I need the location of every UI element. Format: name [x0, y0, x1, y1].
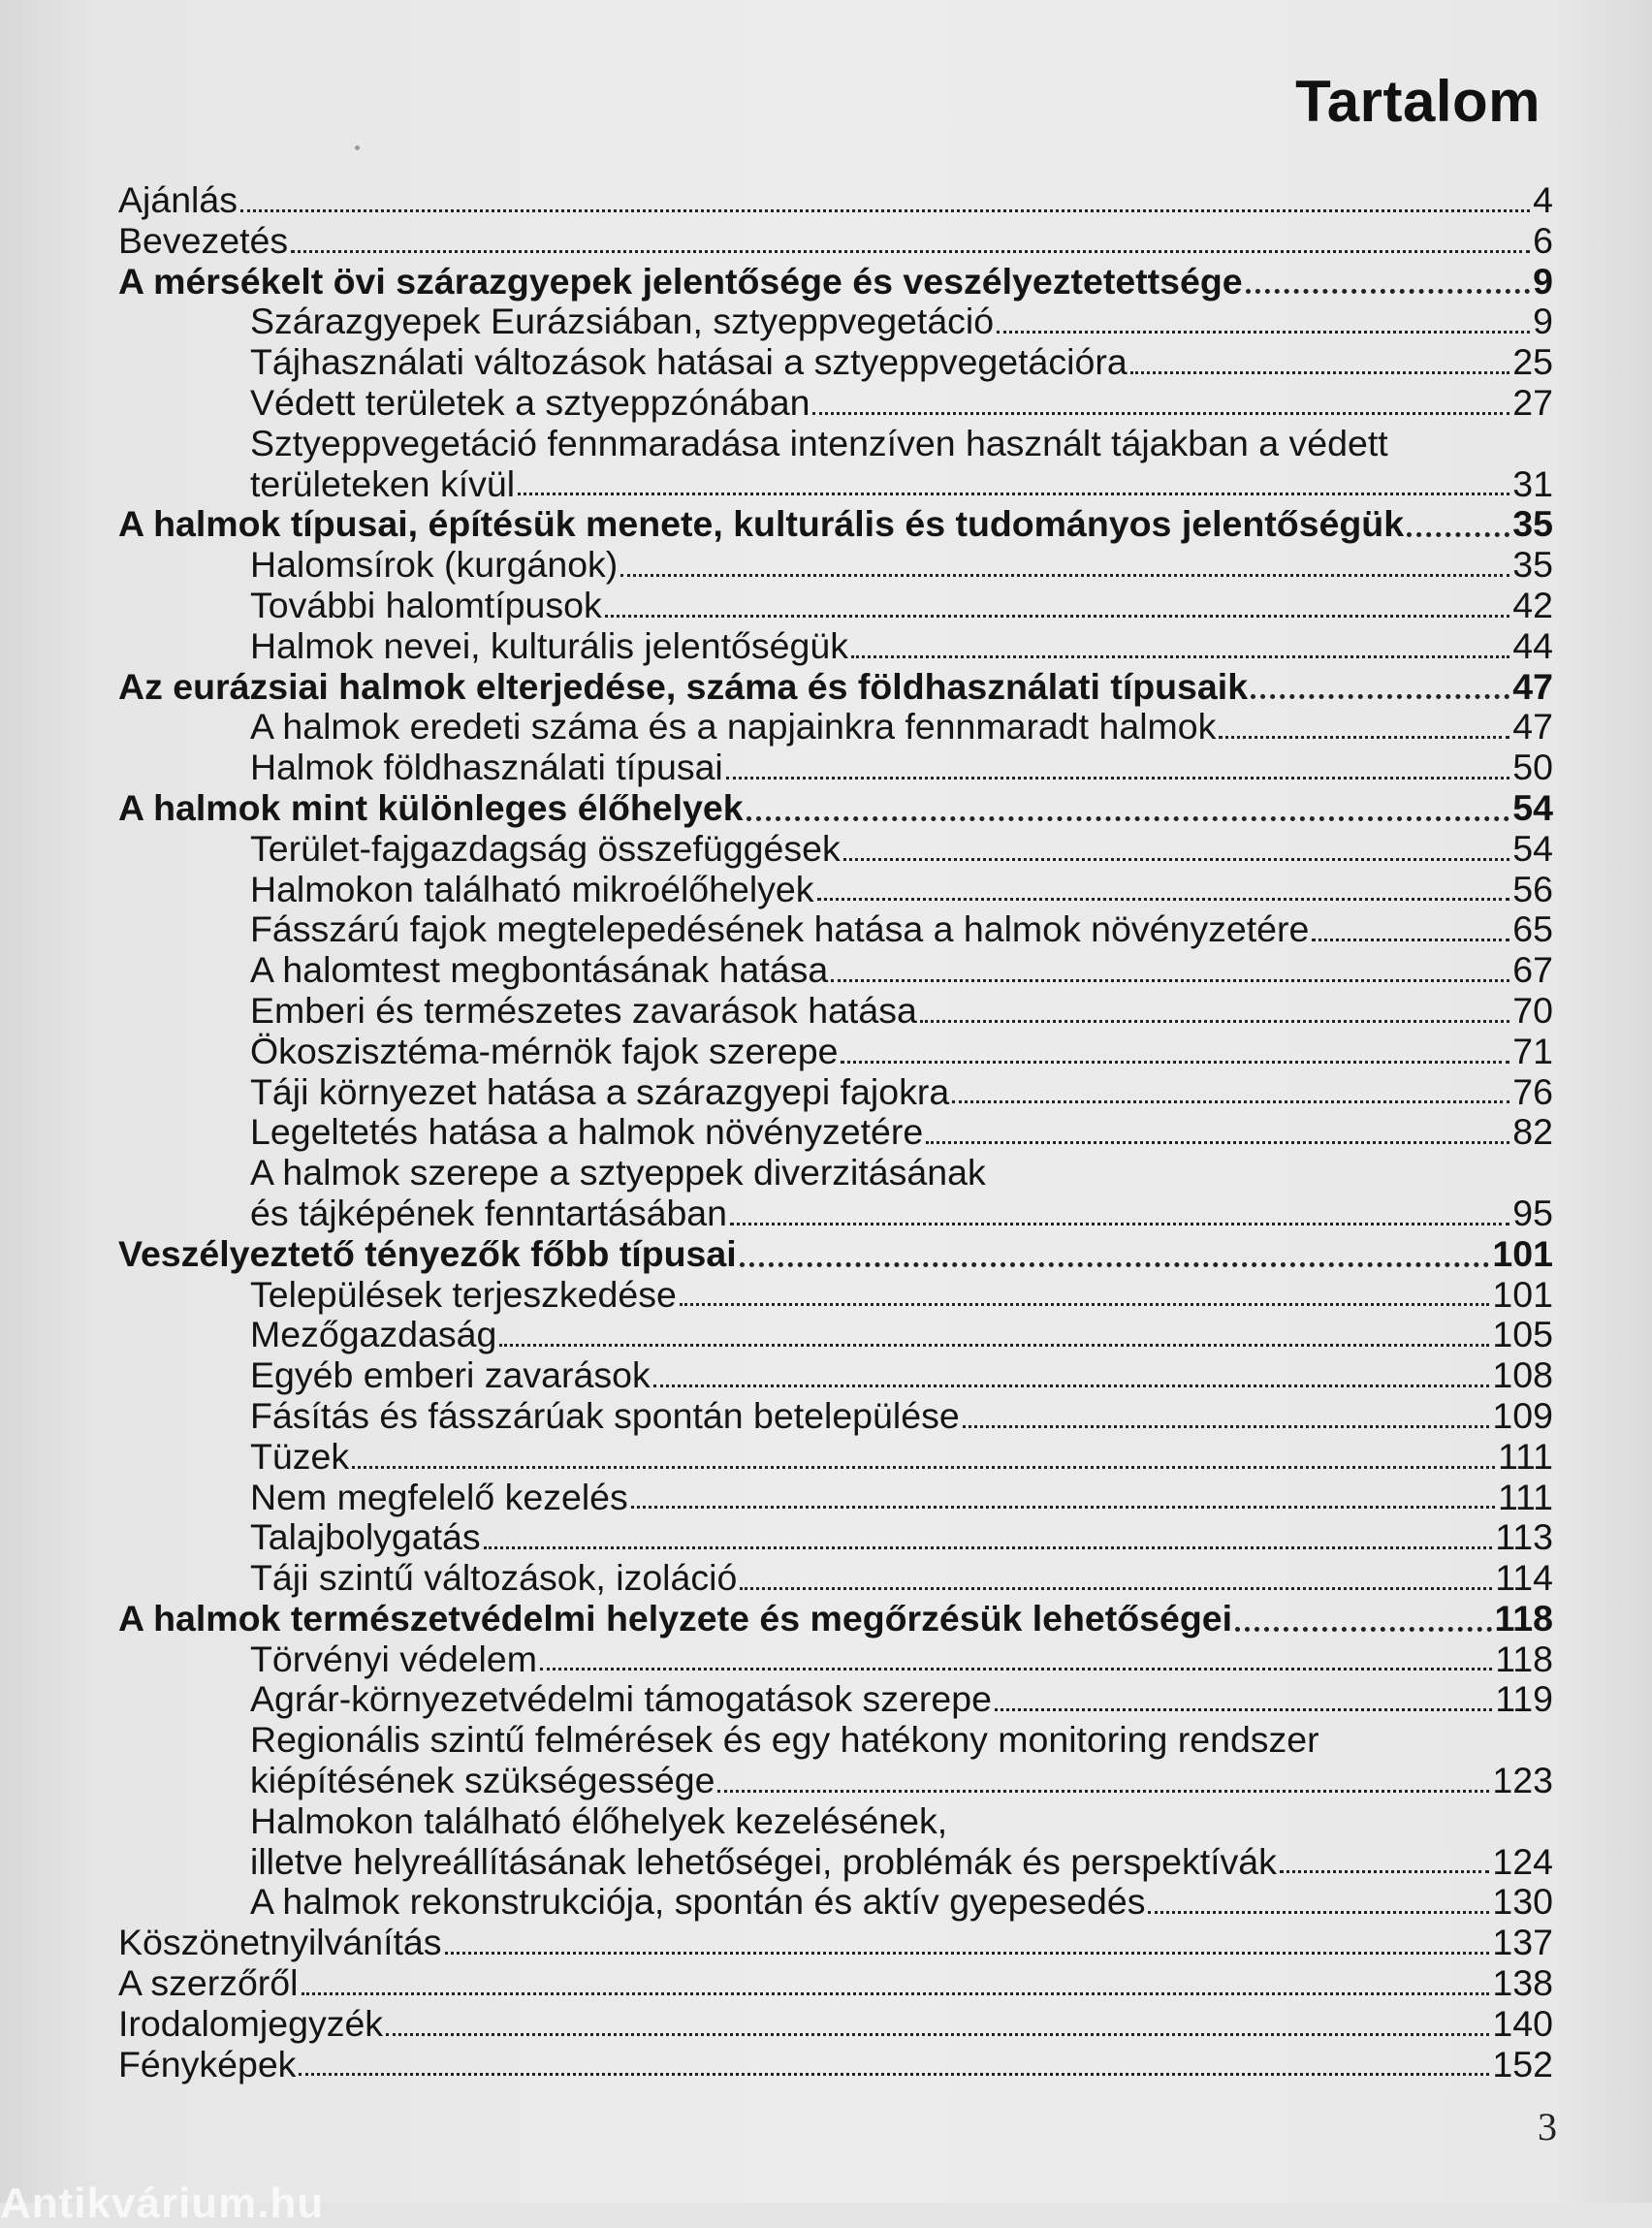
toc-label: Tájhasználati változások hatásai a sztyeppvegetációra	[250, 341, 1128, 383]
dot-leader	[812, 412, 1509, 415]
toc-label: További halomtípusok	[250, 584, 602, 625]
toc-page-number: 105	[1492, 1314, 1553, 1355]
toc-page-number: 114	[1495, 1557, 1553, 1599]
toc-label: A halmok természetvédelmi helyzete és megőrzésük lehetőségei	[118, 1597, 1233, 1639]
dot-leader	[240, 209, 1530, 212]
toc-chapter[interactable]	[118, 788, 1553, 829]
dot-leader	[817, 898, 1510, 901]
toc-label: Fásítás és fásszárúak spontán betelepülése	[250, 1394, 960, 1436]
dot-leader	[717, 1790, 1489, 1793]
dot-leader	[1280, 1870, 1490, 1873]
dot-leader	[484, 1546, 1493, 1549]
toc-page-number: 54	[1512, 786, 1553, 828]
dot-leader	[997, 331, 1530, 334]
toc-page-number: 118	[1495, 1638, 1553, 1679]
toc-section[interactable]	[118, 342, 1553, 383]
toc-label: Az eurázsiai halmok elterjedése, száma és földhasználati típusaik	[118, 665, 1249, 707]
toc-section[interactable]	[118, 870, 1553, 910]
toc-section[interactable]	[118, 1437, 1553, 1478]
dot-leader	[1219, 736, 1509, 739]
toc-page-number: 67	[1512, 949, 1553, 991]
toc-section[interactable]	[118, 1153, 1553, 1194]
toc-page-number: 109	[1492, 1394, 1553, 1436]
toc-page-number: 130	[1492, 1881, 1553, 1923]
toc-label: Törvényi védelem	[250, 1638, 537, 1679]
dot-leader	[851, 655, 1509, 658]
dot-leader	[445, 1952, 1490, 1955]
toc-entry[interactable]	[118, 2045, 1553, 2085]
toc-label: kiépítésének szükségessége	[250, 1760, 715, 1801]
toc-page-number: 35	[1512, 503, 1553, 545]
toc-section[interactable]	[118, 424, 1553, 464]
dot-leader	[1312, 939, 1509, 941]
toc-section[interactable]	[118, 586, 1553, 626]
toc-chapter[interactable]	[118, 1599, 1553, 1639]
toc-section[interactable]	[118, 464, 1553, 505]
toc-entry[interactable]	[118, 1923, 1553, 1963]
dot-leader	[1148, 1911, 1489, 1914]
toc-section[interactable]	[118, 1761, 1553, 1801]
toc-section[interactable]	[118, 950, 1553, 991]
toc-page-number: 111	[1497, 1435, 1553, 1477]
page-number: 3	[1538, 2105, 1557, 2148]
toc-section[interactable]	[118, 1720, 1553, 1761]
toc-page-number: 113	[1495, 1516, 1553, 1558]
dot-leader	[631, 1506, 1495, 1509]
page-title: Tartalom	[1295, 69, 1541, 134]
toc-label: Agrár-környezetvédelmi támogatások szerepe	[250, 1678, 992, 1720]
dot-leader	[926, 1141, 1509, 1144]
toc-page-number: 35	[1512, 544, 1553, 586]
toc-page-number: 47	[1512, 706, 1553, 748]
toc-page-number: 138	[1492, 1962, 1553, 2004]
dot-leader	[620, 574, 1509, 577]
toc-section[interactable]	[118, 1072, 1553, 1113]
toc-section[interactable]	[118, 1478, 1553, 1518]
toc-page-number: 31	[1512, 462, 1553, 504]
toc-page-number: 9	[1533, 301, 1553, 342]
toc-section[interactable]	[118, 1679, 1553, 1720]
toc-section[interactable]	[118, 1639, 1553, 1680]
toc-section[interactable]	[118, 991, 1553, 1032]
toc-page-number: 152	[1492, 2043, 1553, 2085]
toc-section[interactable]	[118, 1032, 1553, 1072]
toc-page-number: 42	[1512, 584, 1553, 625]
toc-label: Halmok földhasználati típusai	[250, 747, 723, 788]
toc-section[interactable]	[118, 1882, 1553, 1923]
table-of-contents	[118, 180, 1553, 2085]
toc-label: Ajánlás	[118, 179, 238, 220]
toc-section[interactable]	[118, 1315, 1553, 1355]
toc-page-number: 124	[1492, 1840, 1553, 1882]
dot-leader	[1235, 1627, 1491, 1632]
toc-label: Táji szintű változások, izoláció	[250, 1557, 738, 1599]
dot-leader	[540, 1668, 1492, 1671]
dot-leader	[352, 1466, 1495, 1469]
toc-page-number: 65	[1512, 908, 1553, 950]
dot-leader	[726, 777, 1510, 780]
toc-label: illetve helyreállításának lehetőségei, problémák és perspektívák	[250, 1840, 1277, 1882]
toc-label: Bevezetés	[118, 219, 289, 261]
toc-label: A halomtest megbontásának hatása	[250, 949, 829, 991]
toc-section[interactable]	[118, 829, 1553, 870]
toc-section[interactable]	[118, 626, 1553, 667]
toc-label: Táji környezet hatása a szárazgyepi fajokra	[250, 1070, 950, 1112]
toc-chapter[interactable]	[118, 1234, 1553, 1275]
toc-label: A halmok mint különleges élőhelyek	[118, 786, 744, 828]
dot-leader	[740, 1262, 1490, 1267]
toc-label: A halmok eredeti száma és a napjainkra fennmaradt halmok	[250, 706, 1217, 748]
toc-page-number: 101	[1492, 1232, 1553, 1274]
toc-page-number: 71	[1512, 1030, 1553, 1071]
toc-label: A mérsékelt övi szárazgyepek jelentősége és veszélyeztetettsége	[118, 260, 1243, 302]
toc-page-number: 140	[1492, 2002, 1553, 2044]
toc-label: Regionális szintű felmérések és egy hatékony monitoring rendszer	[250, 1719, 1319, 1761]
toc-page-number: 6	[1533, 219, 1553, 261]
toc-section[interactable]	[118, 1355, 1553, 1396]
toc-label: A halmok típusai, építésük menete, kulturális és tudományos jelentőségük	[118, 503, 1405, 545]
toc-label: A halmok rekonstrukciója, spontán és aktív gyepesedés	[250, 1881, 1146, 1923]
dot-leader	[386, 2033, 1489, 2036]
toc-entry[interactable]	[118, 2004, 1553, 2045]
toc-entry[interactable]	[118, 1963, 1553, 2004]
toc-label: Halmokon található mikroélőhelyek	[250, 868, 814, 909]
dot-leader	[843, 858, 1510, 861]
toc-section[interactable]	[118, 1558, 1553, 1599]
toc-label: A halmok szerepe a sztyeppek diverzitásának	[250, 1152, 986, 1194]
toc-section[interactable]	[118, 1194, 1553, 1234]
toc-chapter[interactable]	[118, 262, 1553, 302]
dot-leader	[831, 979, 1509, 982]
toc-page-number: 56	[1512, 868, 1553, 909]
dot-leader	[653, 1385, 1490, 1387]
toc-label: Nem megfelelő kezelés	[250, 1476, 628, 1517]
toc-label: Ökoszisztéma-mérnök fajok szerepe	[250, 1030, 839, 1071]
toc-label: A szerzőről	[118, 1962, 299, 2004]
toc-page-number: 50	[1512, 747, 1553, 788]
toc-entry[interactable]	[118, 221, 1553, 262]
dot-leader	[1407, 532, 1509, 537]
toc-section[interactable]	[118, 1396, 1553, 1437]
toc-page-number: 25	[1512, 341, 1553, 383]
toc-page-number: 54	[1512, 827, 1553, 869]
dot-leader	[605, 615, 1510, 618]
toc-label: Legeltetés hatása a halmok növényzetére	[250, 1111, 924, 1153]
toc-section[interactable]	[118, 748, 1553, 788]
dot-leader	[841, 1061, 1509, 1064]
toc-label: Talajbolygatás	[250, 1516, 481, 1558]
toc-page-number: 111	[1497, 1476, 1553, 1517]
toc-label: Terület-fajgazdagság összefüggések	[250, 827, 841, 869]
toc-label: Halomsírok (kurgánok)	[250, 544, 619, 586]
toc-label: Szárazgyepek Eurázsiában, sztyeppvegetáció	[250, 301, 995, 342]
toc-label: Veszélyeztető tényezők főbb típusai	[118, 1232, 737, 1274]
toc-section[interactable]	[118, 1275, 1553, 1316]
toc-page-number: 76	[1512, 1070, 1553, 1112]
toc-section[interactable]	[118, 909, 1553, 950]
toc-page-number: 47	[1512, 665, 1553, 707]
toc-page-number: 119	[1495, 1678, 1553, 1720]
toc-label: Települések terjeszkedése	[250, 1273, 677, 1315]
dot-leader	[920, 1020, 1509, 1023]
toc-label: Tüzek	[250, 1435, 350, 1477]
toc-section[interactable]	[118, 1801, 1553, 1842]
toc-label: Mezőgazdaság	[250, 1314, 497, 1355]
dot-leader	[680, 1303, 1490, 1306]
toc-chapter[interactable]	[118, 667, 1553, 708]
toc-section[interactable]	[118, 1842, 1553, 1883]
toc-section[interactable]	[118, 302, 1553, 342]
toc-page-number: 4	[1533, 179, 1553, 220]
toc-label: Sztyeppvegetáció fennmaradása intenzíven használt tájakban a védett	[250, 422, 1388, 463]
dot-leader	[1251, 694, 1509, 699]
dot-leader	[299, 2073, 1489, 2076]
toc-label: Irodalomjegyzék	[118, 2002, 384, 2044]
dot-leader	[518, 493, 1509, 495]
toc-label: Védett területek a sztyeppzónában	[250, 381, 810, 423]
toc-label: és tájképének fenntartásában	[250, 1192, 728, 1233]
watermark-text: Antikvárium.hu	[0, 2180, 325, 2227]
dot-leader	[302, 1992, 1490, 1995]
dot-leader	[740, 1587, 1492, 1590]
toc-label: Emberi és természetes zavarások hatása	[250, 989, 917, 1031]
toc-page-number: 95	[1512, 1192, 1553, 1233]
toc-label: Fényképek	[118, 2043, 297, 2085]
toc-page-number: 27	[1512, 381, 1553, 423]
dot-leader	[1130, 371, 1510, 374]
toc-label: Fásszárú fajok megtelepedésének hatása a halmok növényzetére	[250, 908, 1310, 950]
toc-label: Halmok nevei, kulturális jelentőségük	[250, 624, 848, 666]
toc-page-number: 118	[1494, 1597, 1553, 1639]
toc-page-number: 82	[1512, 1111, 1553, 1153]
paper-speck	[355, 145, 360, 150]
toc-page-number: 123	[1492, 1760, 1553, 1801]
dot-leader	[995, 1708, 1492, 1711]
toc-section[interactable]	[118, 1112, 1553, 1153]
toc-page-number: 137	[1492, 1922, 1553, 1963]
toc-section[interactable]	[118, 1517, 1553, 1558]
dot-leader	[747, 816, 1510, 821]
toc-page-number: 9	[1533, 260, 1553, 302]
toc-page-number: 70	[1512, 989, 1553, 1031]
toc-label: Halmokon található élőhelyek kezelésének,	[250, 1799, 948, 1841]
dot-leader	[291, 250, 1530, 253]
dot-leader	[499, 1344, 1489, 1347]
toc-chapter[interactable]	[118, 504, 1553, 545]
toc-page-number: 101	[1492, 1273, 1553, 1315]
toc-label: területeken kívül	[250, 462, 516, 504]
toc-label: Köszönetnyilvánítás	[118, 1922, 442, 1963]
toc-entry[interactable]	[118, 180, 1553, 221]
toc-page-number: 108	[1492, 1354, 1553, 1396]
toc-section[interactable]	[118, 707, 1553, 748]
toc-page-number: 44	[1512, 624, 1553, 666]
toc-label: Egyéb emberi zavarások	[250, 1354, 651, 1396]
dot-leader	[963, 1425, 1490, 1428]
toc-section[interactable]	[118, 545, 1553, 586]
dot-leader	[1246, 289, 1531, 294]
dot-leader	[952, 1100, 1509, 1103]
dot-leader	[730, 1223, 1509, 1225]
toc-section[interactable]	[118, 383, 1553, 424]
